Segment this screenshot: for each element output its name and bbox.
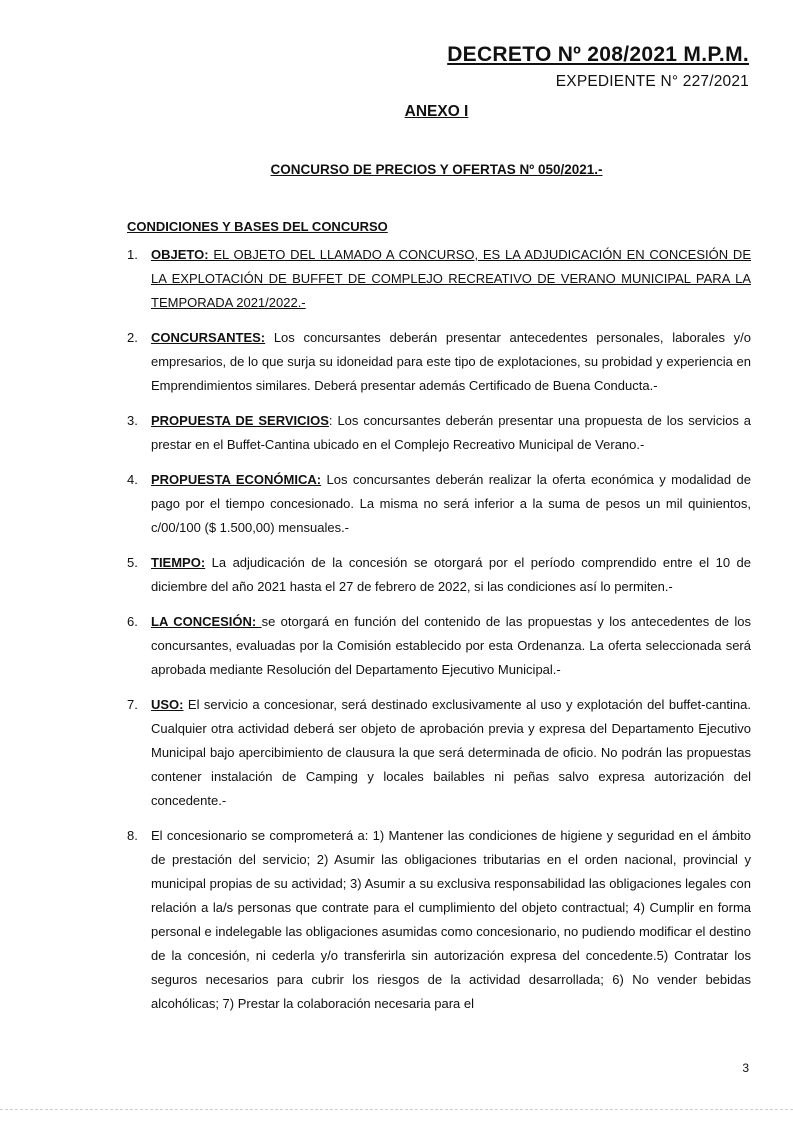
- clause-number: 2.: [127, 330, 138, 345]
- clause-text: El concesionario se comprometerá a: 1) Mantener las condiciones de higiene y seguridad en el ámbito de prestación del servicio; 2) Asumir las obligaciones tributarias en el orden nacional, provincial y municipal propias de su actividad; 3) Asumir a su exclusiva responsabilidad las obligaciones legales con relación a la/s personas que contrate para el cumplimiento del objeto contractual; 4) Cumplir en forma personal e indelegable las obligaciones asumidas como concesionario, no pudiendo modificar el destino de la concesión, ni cederla y/o transferirla sin autorización expresa del concedente.5) Contratar los seguros necesarios para cubrir los riesgos de la actividad desarrollada; 6) No vender bebidas alcohólicas; 7) Prestar la colaboración necesaria para el: [151, 828, 751, 1011]
- clause-text: El servicio a concesionar, será destinado exclusivamente al uso y explotación del buffet-cantina. Cualquier otra actividad deberá ser objeto de aprobación previa y expresa del Departamento Ejecutivo Municipal bajo apercibimiento de clausura la que será determinada de oficio. No podrán las propuestas contener instalación de Camping y locales bailables ni peñas salvo expresa autorización del concedente.-: [151, 697, 751, 808]
- clause-body: [151, 247, 751, 310]
- clause-number: 7.: [127, 697, 138, 712]
- expediente-number: EXPEDIENTE N° 227/2021: [555, 73, 749, 90]
- annex-title: ANEXO I: [404, 103, 469, 120]
- clause-number: 6.: [127, 614, 138, 629]
- clause-number: 3.: [127, 413, 138, 428]
- page-number: 3: [742, 1061, 749, 1075]
- clause-text: : Los concursantes deberán presentar una propuesta de los servicios a prestar en el Buffet-Cantina ubicado en el Complejo Recreativo Municipal de Verano.-: [151, 413, 752, 452]
- clause-propuesta-economica: [127, 468, 751, 540]
- clause-number: 4.: [127, 472, 138, 487]
- contest-title: CONCURSO DE PRECIOS Y OFERTAS Nº 050/2021.-: [270, 162, 603, 177]
- clause-obligaciones: [127, 824, 751, 1016]
- scan-edge-line: [0, 1109, 793, 1111]
- clause-number: 8.: [127, 828, 138, 843]
- clause-concesion: [127, 610, 751, 682]
- clause-list: [127, 243, 751, 1027]
- clause-text: se otorgará en función del contenido de las propuestas y los antecedentes de los concursantes, evaluadas por la Comisión establecido por esta Ordenanza. La oferta seleccionada será aprobada mediante Resolución del Departamento Ejecutivo Municipal.-: [151, 614, 751, 677]
- clause-label: OBJETO:: [151, 247, 209, 262]
- section-heading: CONDICIONES Y BASES DEL CONCURSO: [127, 219, 388, 234]
- clause-number: 5.: [127, 555, 138, 570]
- clause-text: La adjudicación de la concesión se otorgará por el período comprendido entre el 10 de diciembre del año 2021 hasta el 27 de febrero de 2022, si las condiciones así lo permiten.-: [151, 555, 751, 594]
- clause-concursantes: [127, 326, 751, 398]
- clause-label: PROPUESTA DE SERVICIOS: [151, 413, 329, 428]
- clause-label: LA CONCESIÓN:: [151, 614, 262, 629]
- clause-label: PROPUESTA ECONÓMICA:: [151, 472, 322, 487]
- clause-number: 1.: [127, 247, 138, 262]
- clause-uso: [127, 693, 751, 813]
- clause-text: EL OBJETO DEL LLAMADO A CONCURSO, ES LA ADJUDICACIÓN EN CONCESIÓN DE LA EXPLOTACIÓN DE BUFFET DE COMPLEJO RECREATIVO DE VERANO MUNICIPAL PARA LA TEMPORADA 2021/2022.-: [151, 247, 751, 310]
- clause-tiempo: [127, 551, 751, 599]
- clause-propuesta-servicios: [127, 409, 751, 457]
- clause-label: USO:: [151, 697, 184, 712]
- clause-objeto: [127, 243, 751, 315]
- clause-text: Los concursantes deberán realizar la oferta económica y modalidad de pago por el tiempo concesionado. La misma no será inferior a la suma de pesos un mil quinientos, c/00/100 ($ 1.500,00) mensuales.-: [151, 472, 751, 535]
- clause-label: TIEMPO:: [151, 555, 206, 570]
- clause-text: Los concursantes deberán presentar antecedentes personales, laborales y/o empresarios, de lo que surja su idoneidad para este tipo de explotaciones, su probidad y experiencia en Emprendimientos similares. Deberá presentar además Certificado de Buena Conducta.-: [151, 330, 751, 393]
- decree-number: DECRETO Nº 208/2021 M.P.M.: [447, 43, 749, 66]
- clause-label: CONCURSANTES:: [151, 330, 266, 345]
